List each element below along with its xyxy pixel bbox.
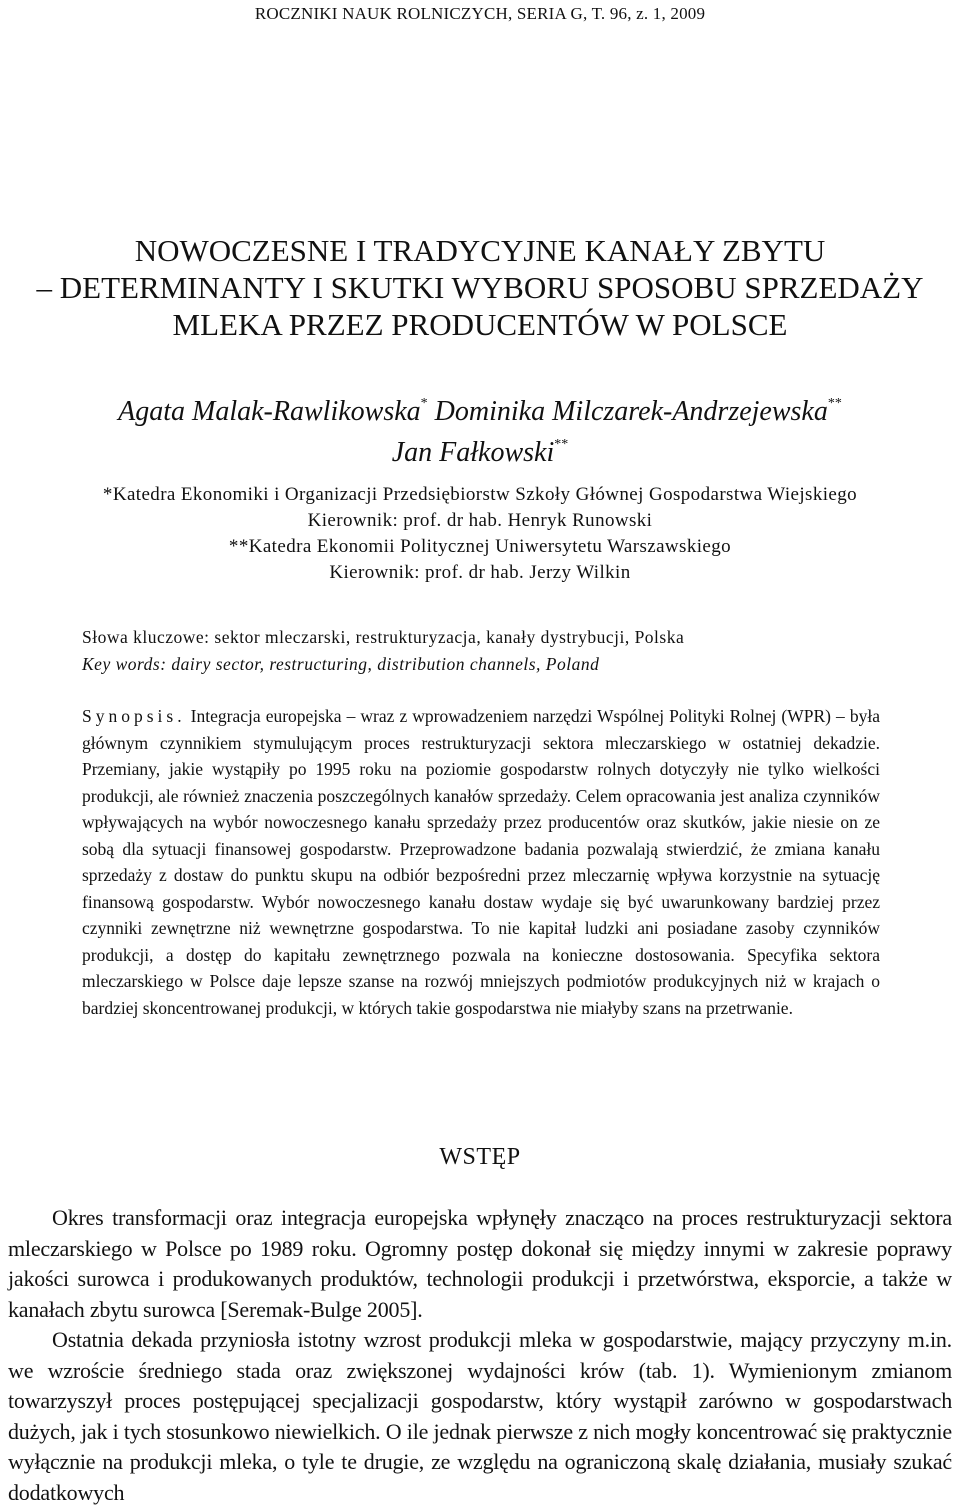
title-line: MLEKA PRZEZ PRODUCENTÓW W POLSCE: [172, 307, 788, 342]
author-name: Agata Malak-Rawlikowska: [118, 396, 421, 427]
author-mark: *: [420, 396, 428, 411]
section-heading: WSTĘP: [439, 1144, 521, 1170]
affiliations: [0, 482, 960, 586]
keywords-polish: Słowa kluczowe: sektor mleczarski, restrukturyzacja, kanały dystrybucji, Polska: [82, 627, 685, 647]
author-mark: **: [554, 437, 569, 452]
author-name: Dominika Milczarek-Andrzejewska: [434, 396, 828, 427]
affiliation-line: **Katedra Ekonomii Politycznej Uniwersytetu Warszawskiego: [228, 536, 732, 557]
keywords-english: Key words: dairy sector, restructuring, distribution channels, Poland: [82, 654, 600, 674]
body-paragraph: Ostatnia dekada przyniosła istotny wzrost produkcji mleka w gospodarstwie, mający przyczyny m.in. we wzroście średniego stada oraz zwiększonej wydajności krów (tab. 1). Wymienionym zmianom towarzyszył proces postępującej specjalizacji gospodarstw, który wystąpił zarówno w gospodarstwach dużych, jak i tych stosunkowo niewielkich. O ile jednak pierwsze z nich mogły koncentrować się praktycznie wyłącznie na produkcji mleka, o tyle te drugie, ze względu na ograniczoną skalę działania, musiały szukać dodatkowych: [8, 1327, 952, 1505]
affiliation-line: Kierownik: prof. dr hab. Henryk Runowski: [307, 510, 653, 531]
author-list: [0, 387, 960, 469]
author-line: [0, 387, 960, 428]
affiliation-line: Kierownik: prof. dr hab. Jerzy Wilkin: [329, 562, 631, 583]
synopsis: [82, 703, 880, 1021]
running-head: ROCZNIKI NAUK ROLNICZYCH, SERIA G, T. 96, z. 1, 2009: [254, 4, 706, 23]
keywords: [82, 624, 902, 678]
introduction-body: [8, 1203, 952, 1508]
synopsis-text: Integracja europejska – wraz z wprowadzeniem narzędzi Wspólnej Polityki Rolnej (WPR) – była głównym czynnikiem stymulującym proces restrukturyzacji sektora mleczarskiego w ostatniej dekadzie. Przemiany, jakie wystąpiły po 1995 roku na poziomie gospodarstw rolnych dotyczyły nie tylko wielkości produkcji, ale również znaczenia poszczególnych kanałów sprzedaży. Celem opracowania jest analiza czynników wpływających na wybór nowoczesnego kanału sprzedaży przez producentów oraz skutków, jakie niesie on ze sobą dla sytuacji finansowej gospodarstw. Przeprowadzone badania pozwalają stwierdzić, że zmiana kanału sprzedaży z dostaw do punktu skupu na odbiór bezpośredni przez mleczarnię wpływa korzystnie na sytuację finansową gospodarstw. Wybór nowoczesnego kanału dostaw wydaje się być uwarunkowany bardziej przez czynniki zewnętrzne niż wewnętrzne gospodarstwa. To nie kapitał ludzki ani posiadane zasoby czynników produkcji, a dostęp do kapitału zewnętrznego pozwala na konieczne dostosowania. Specyfika sektora mleczarskiego w Polsce daje lepsze szanse na rozwój mniejszych podmiotów produkcyjnych niż w krajach o bardziej skoncentrowanej produkcji, w których takie gospodarstwa nie miałyby szans na przetrwanie.: [82, 706, 881, 1018]
article-title: [0, 232, 960, 343]
title-line: – DETERMINANTY I SKUTKI WYBORU SPOSOBU SPRZEDAŻY: [36, 270, 924, 305]
synopsis-label: Synopsis.: [82, 706, 186, 726]
affiliation-line: *Katedra Ekonomiki i Organizacji Przedsiębiorstw Szkoły Głównej Gospodarstwa Wiejskiego: [102, 484, 858, 505]
body-paragraph: Okres transformacji oraz integracja europejska wpłynęły znacząco na proces restrukturyzacji sektora mleczarskiego w Polsce po 1989 roku. Ogromny postęp dokonał się między innymi w zakresie poprawy jakości surowca i produkowanych produktów, technologii produkcji i przetwórstwa, eksporcie, a także w kanałach zbytu surowca [Seremak-Bulge 2005].: [8, 1205, 952, 1322]
author-mark: **: [827, 396, 842, 411]
author-line: [0, 428, 960, 469]
author-name: Jan Fałkowski: [391, 437, 555, 468]
title-line: NOWOCZESNE I TRADYCYJNE KANAŁY ZBYTU: [134, 233, 826, 268]
